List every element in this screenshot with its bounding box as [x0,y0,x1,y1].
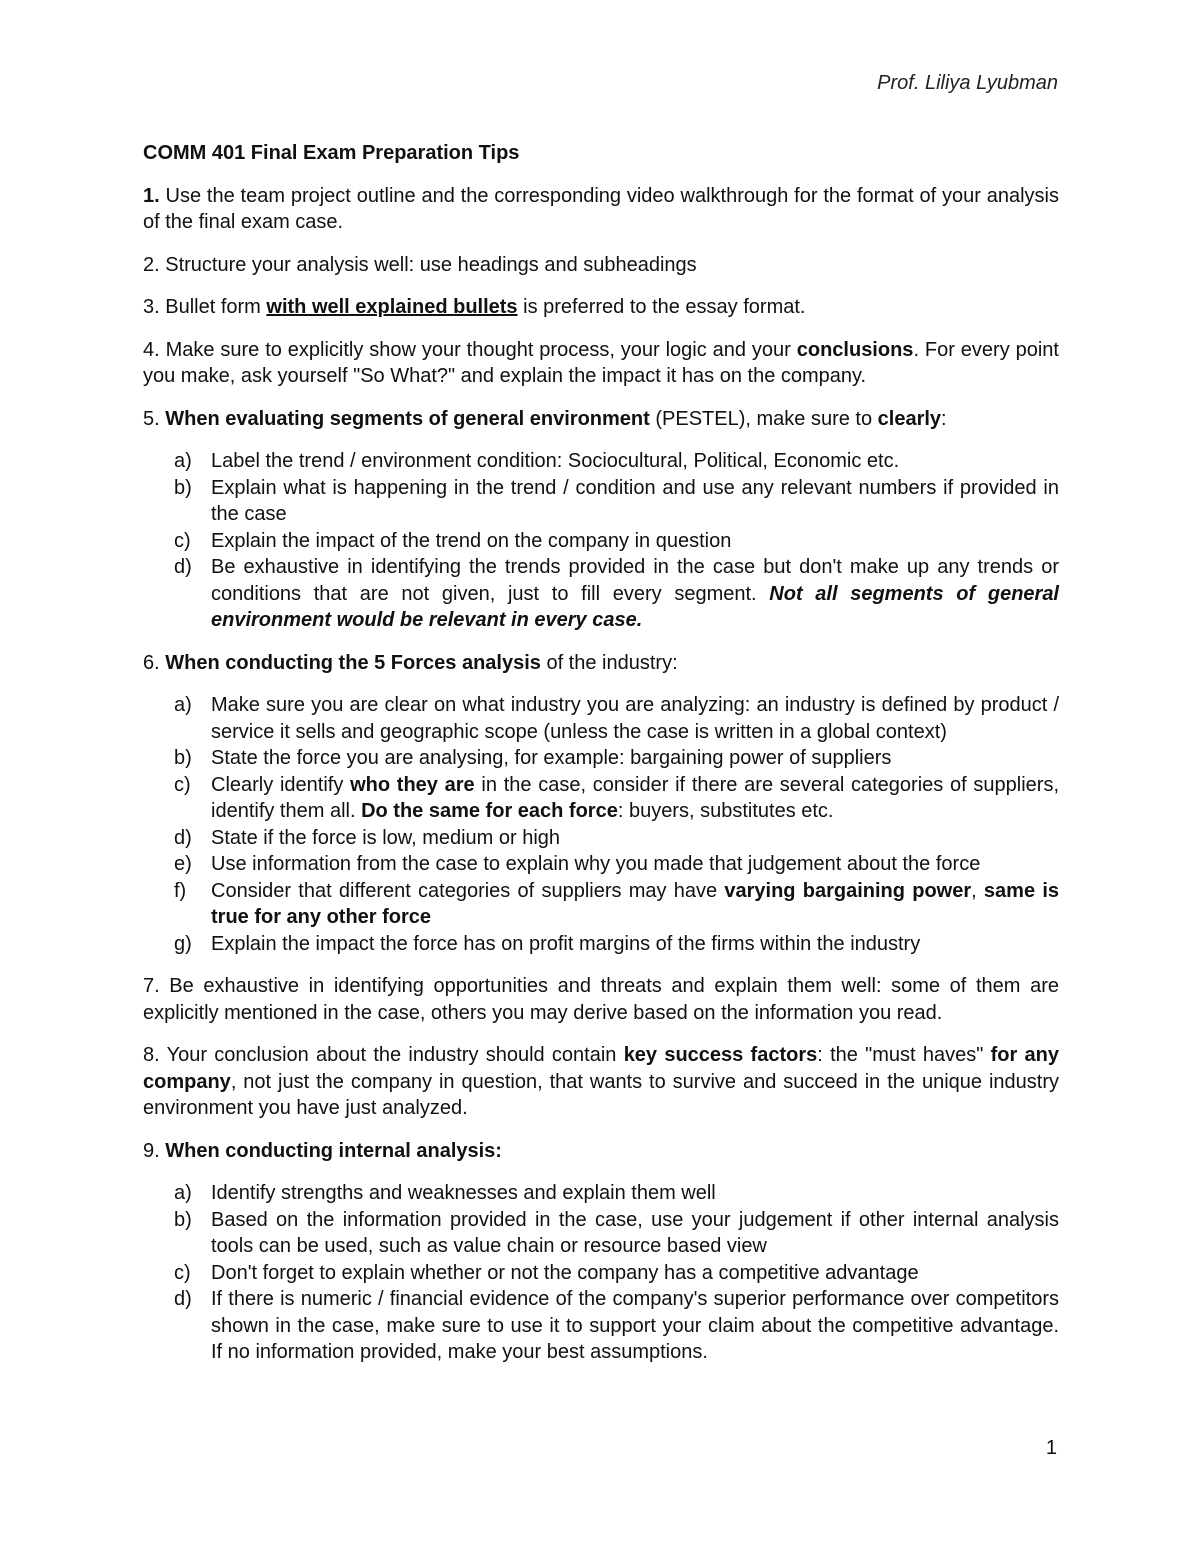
list-item: b) Explain what is happening in the trend / condition and use any relevant numbers if provided in the case [174,476,1059,525]
tip-6: 6. When conducting the 5 Forces analysis of the industry: [143,651,678,674]
tip-7: 7. Be exhaustive in identifying opportunities and threats and explain them well: some of them are explicitly mentioned in the case, others you may derive based on the information you read. [143,975,1059,1024]
tip-number: 1. [143,184,160,207]
list-item: c) Explain the impact of the trend on the company in question [174,529,732,552]
page-number: 1 [1045,1437,1057,1459]
emphasis: key success factors [623,1044,818,1066]
list-item: b) Based on the information provided in the case, use your judgement if other internal analysis tools can be used, such as value chain or resource based view [174,1208,1059,1257]
list-item: d) Be exhaustive in identifying the trends provided in the case but don't make up any trends or conditions that are not given, just to fill every segment. Not all segments of general environment would be relevant in every case. [174,556,1059,631]
list-item: d) If there is numeric / financial evidence of the company's superior performance over competitors shown in the case, make sure to use it to support your claim about the competitive advantage. If no information provided, make your best assumptions. [174,1288,1059,1363]
tip-3: 3. Bullet form with well explained bullets is preferred to the essay format. [143,296,806,318]
emphasis: for any company [143,1044,1059,1093]
emphasis: When evaluating segments of general environment [165,407,650,430]
list-item: g) Explain the impact the force has on profit margins of the firms within the industry [174,932,921,955]
list-item: f) Consider that different categories of suppliers may have varying bargaining power, same is true for any other force [174,879,1059,928]
emphasis: varying bargaining power [724,879,972,902]
list-item: d) State if the force is low, medium or high [174,826,561,849]
emphasis: Do the same for each force [361,800,618,822]
list-item: a) Identify strengths and weaknesses and explain them well [174,1182,716,1204]
tip-8: 8. Your conclusion about the industry should contain key success factors: the "must haves" for any company, not just the company in question, that wants to survive and succeed in the unique industry environment you have just analyzed. [143,1044,1059,1119]
emphasis: same is true for any other force [211,879,1059,928]
list-item: c) Clearly identify who they are in the case, consider if there are several categories of suppliers, identify them all. Do the same for each force: buyers, substitutes etc. [174,773,1060,822]
header-author: Prof. Liliya Lyubman [877,72,1058,94]
tip-9: 9. When conducting internal analysis: [143,1139,502,1162]
tip-9-list [143,1180,1059,1366]
tip-6-list [143,692,1059,957]
tip-4: 4. Make sure to explicitly show your thought process, your logic and your conclusions. For every point you make, ask yourself "So What?" and explain the impact it has on the company. [143,338,1059,387]
tip-5: 5. When evaluating segments of general environment (PESTEL), make sure to clearly: [143,407,947,430]
list-item: b) State the force you are analysing, for example: bargaining power of suppliers [174,747,892,769]
emphasis: clearly [877,407,942,430]
tip-5-list [143,448,1059,634]
emphasis: When conducting internal analysis: [165,1139,502,1162]
document-title: COMM 401 Final Exam Preparation Tips [143,142,520,164]
emphasis: Not all segments of general environment would be relevant in every case. [211,582,1059,631]
list-item: c) Don't forget to explain whether or not the company has a competitive advantage [174,1261,919,1284]
tip-1: 1. Use the team project outline and the corresponding video walkthrough for the format of your analysis of the final exam case. [143,184,1059,233]
tip-2: 2. Structure your analysis well: use headings and subheadings [143,253,697,276]
emphasis: conclusions [796,338,914,361]
list-item: a) Label the trend / environment condition: Sociocultural, Political, Economic etc. [174,450,900,472]
emphasis: who they are [350,773,475,796]
list-item: e) Use information from the case to explain why you made that judgement about the force [174,853,981,875]
emphasis: When conducting the 5 Forces analysis [165,651,541,674]
emphasis: with well explained bullets [266,296,518,318]
document-body [143,140,1059,1382]
list-item: a) Make sure you are clear on what industry you are analyzing: an industry is defined by product / service it sells and geographic scope (unless the case is written in a global context) [174,694,1059,743]
